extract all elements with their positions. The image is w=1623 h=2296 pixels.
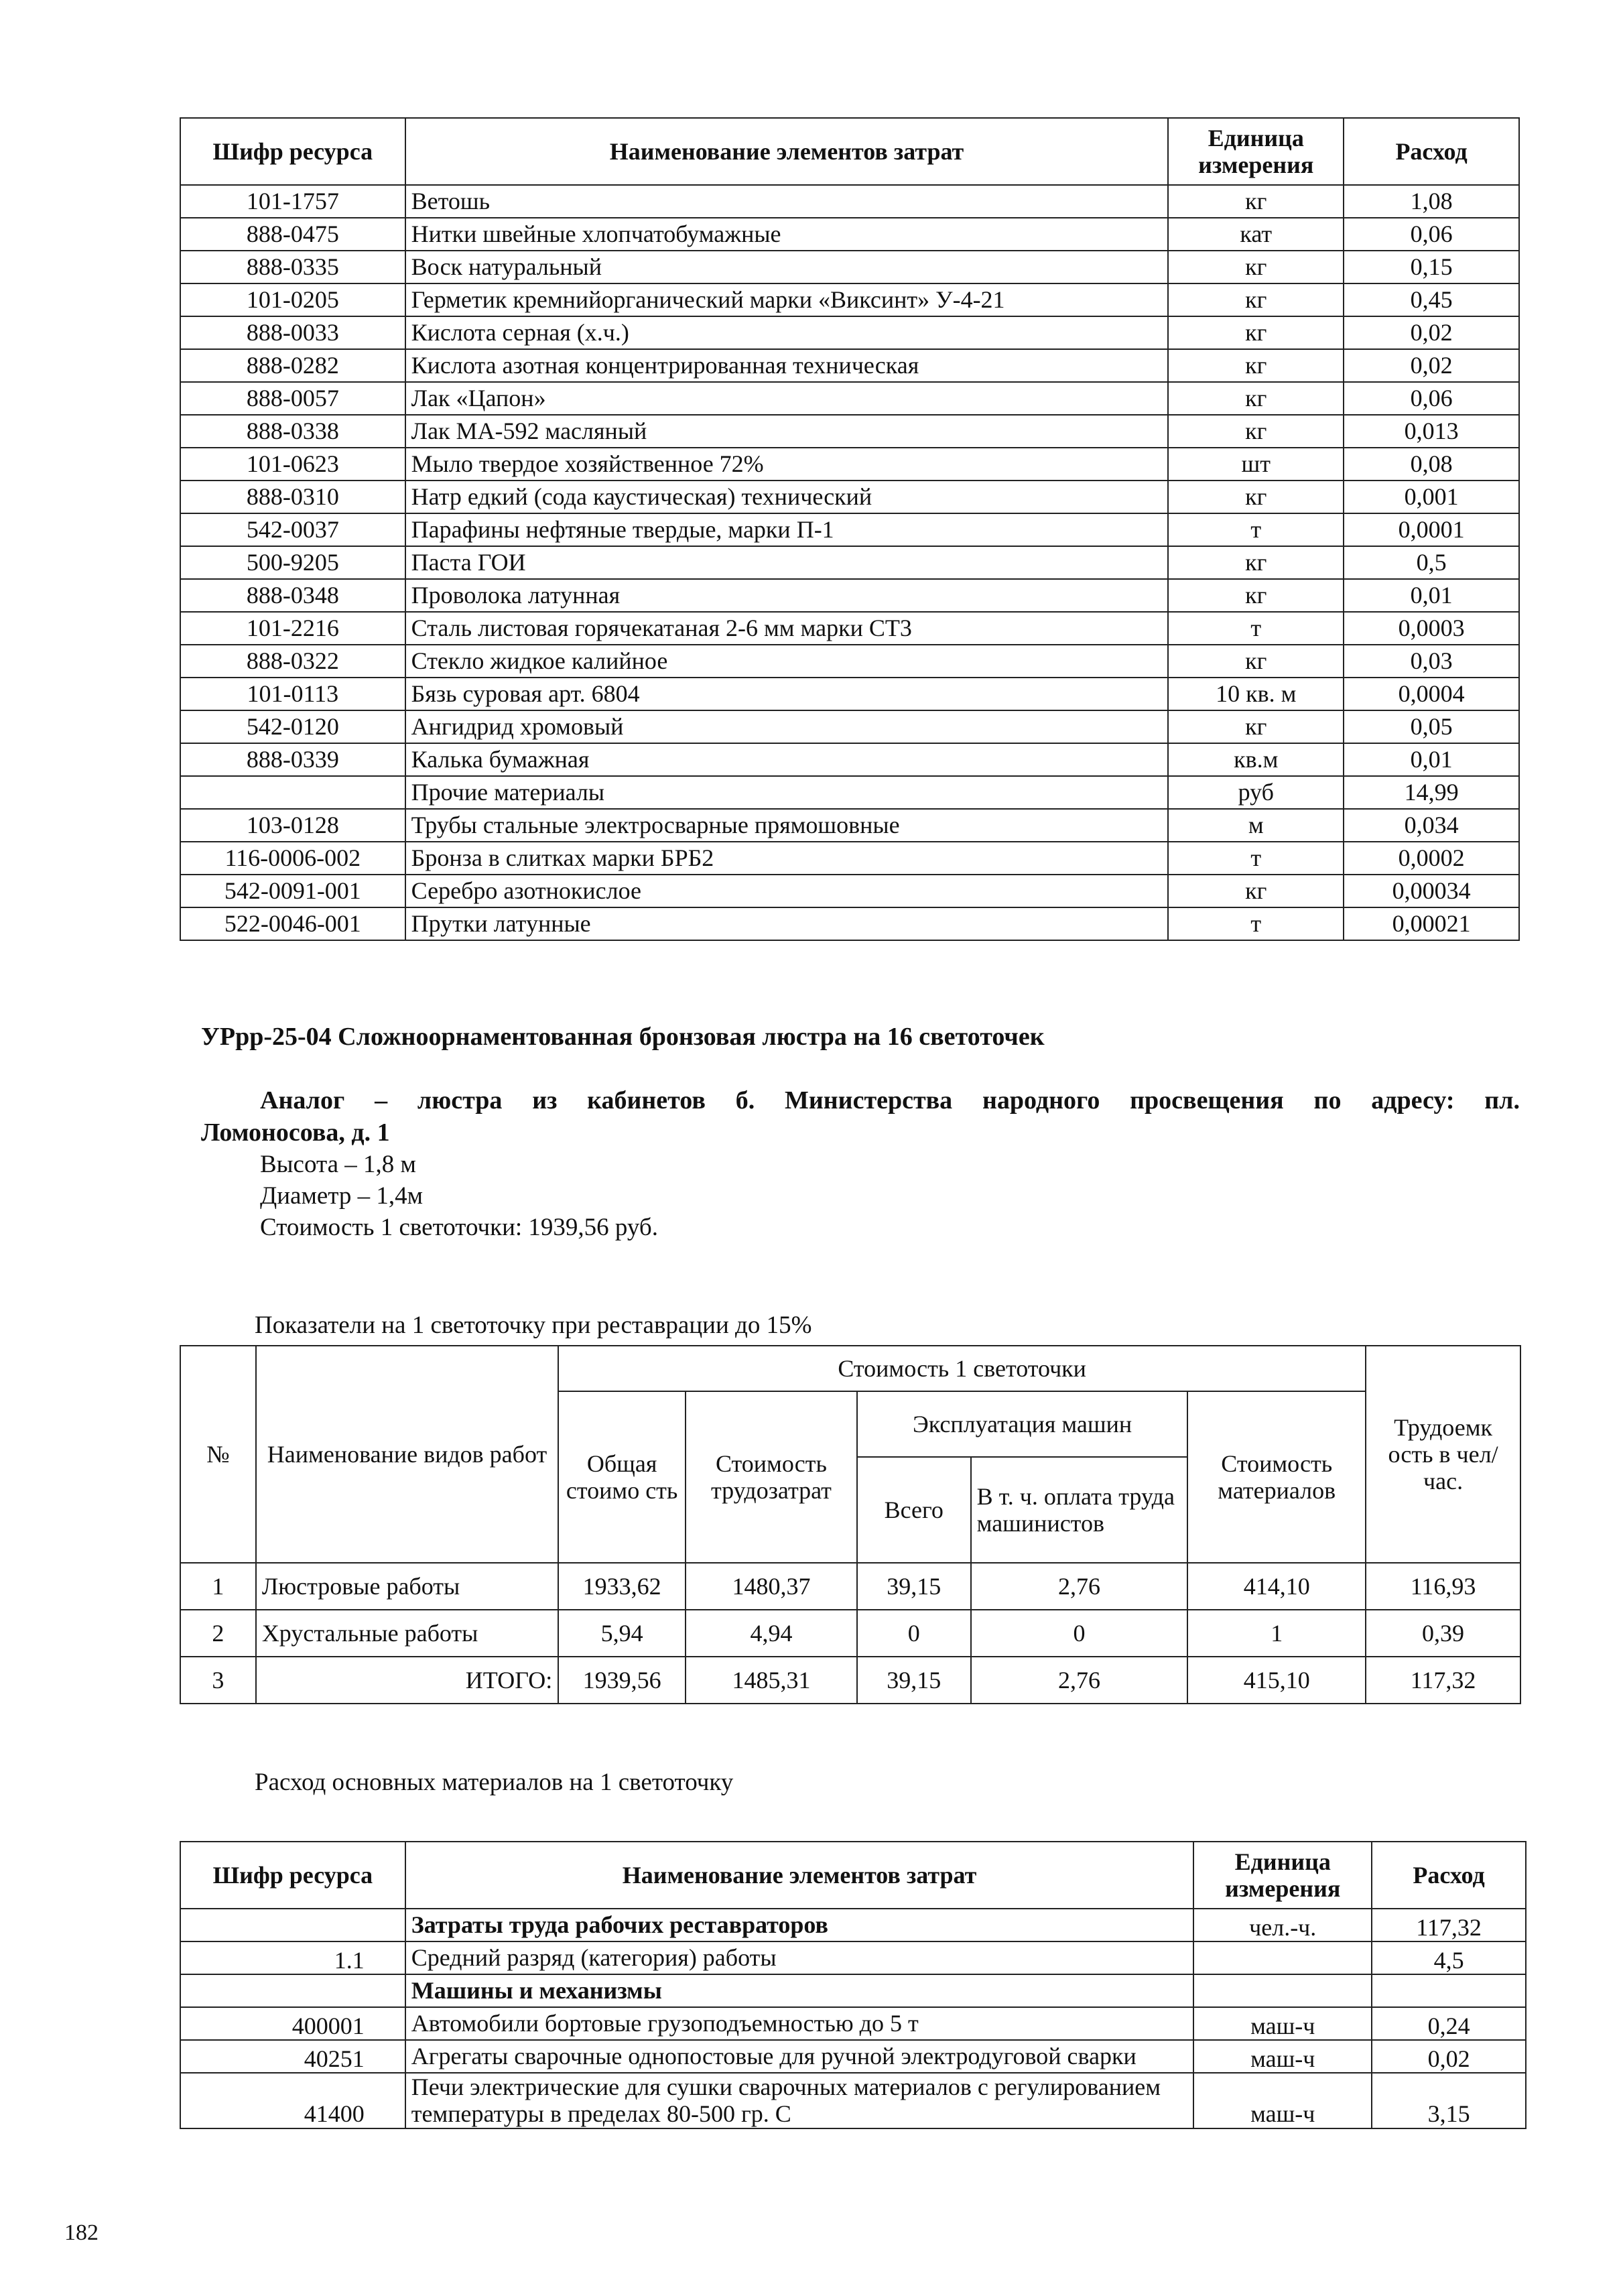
- resource-amount: 0,45: [1344, 283, 1519, 316]
- material-amount: 117,32: [1372, 1909, 1526, 1941]
- resource-name: Паста ГОИ: [405, 546, 1169, 579]
- resource-amount: 0,01: [1344, 743, 1519, 776]
- material-name: Машины и механизмы: [405, 1974, 1194, 2007]
- resource-code: 888-0310: [180, 481, 405, 513]
- resource-code: 116-0006-002: [180, 842, 405, 875]
- machines-incl: 2,76: [971, 1657, 1188, 1704]
- material-amount: 0,24: [1372, 2007, 1526, 2040]
- table-row: [180, 907, 1519, 940]
- material-unit: [1193, 1974, 1372, 2007]
- resource-amount: 0,02: [1344, 349, 1519, 382]
- table-row: [180, 316, 1519, 349]
- resource-name: Проволока латунная: [405, 579, 1169, 612]
- labor-hours: 117,32: [1366, 1657, 1520, 1704]
- materials-caption: Расход основных материалов на 1 светоточку: [255, 1769, 734, 1796]
- resource-name: Прутки латунные: [405, 907, 1169, 940]
- resource-unit: кг: [1168, 415, 1344, 448]
- total-cost: 5,94: [558, 1610, 686, 1657]
- resource-name: Нитки швейные хлопчатобумажные: [405, 218, 1169, 251]
- resource-name: Ветошь: [405, 185, 1169, 218]
- resource-unit: м: [1168, 809, 1344, 842]
- resource-unit: т: [1168, 612, 1344, 645]
- m-header-name: Наименование элементов затрат: [405, 1842, 1194, 1909]
- resource-amount: 0,02: [1344, 316, 1519, 349]
- table-row: [180, 349, 1519, 382]
- resources-table: [180, 117, 1520, 941]
- resource-name: Стекло жидкое калийное: [405, 645, 1169, 678]
- resource-amount: 0,5: [1344, 546, 1519, 579]
- resource-amount: 0,013: [1344, 415, 1519, 448]
- resource-code: 888-0335: [180, 251, 405, 283]
- resource-unit: 10 кв. м: [1168, 678, 1344, 710]
- material-name: Печи электрические для сушки сварочных материалов с регулированием температуры в пределах 80-500 гр. С: [405, 2073, 1194, 2128]
- resource-code: 888-0057: [180, 382, 405, 415]
- resource-unit: кг: [1168, 875, 1344, 907]
- resource-unit: кг: [1168, 546, 1344, 579]
- material-unit: [1193, 1941, 1372, 1974]
- table-row: [180, 612, 1519, 645]
- resource-amount: 0,06: [1344, 218, 1519, 251]
- table-row: [180, 2040, 1526, 2073]
- table-row: [180, 382, 1519, 415]
- resource-amount: 0,03: [1344, 645, 1519, 678]
- material-amount: [1372, 1974, 1526, 2007]
- resource-unit: кг: [1168, 710, 1344, 743]
- resource-code: 888-0033: [180, 316, 405, 349]
- resource-name: Серебро азотнокислое: [405, 875, 1169, 907]
- material-code: 1.1: [180, 1941, 405, 1974]
- machines-all: 0: [857, 1610, 971, 1657]
- resource-code: [180, 776, 405, 809]
- materials-cost: 414,10: [1187, 1563, 1366, 1610]
- table-row: [180, 185, 1519, 218]
- resource-code: 888-0339: [180, 743, 405, 776]
- resource-name: Парафины нефтяные твердые, марки П-1: [405, 513, 1169, 546]
- resource-amount: 0,08: [1344, 448, 1519, 481]
- material-unit: маш-ч: [1193, 2073, 1372, 2128]
- machines-all: 39,15: [857, 1563, 971, 1610]
- resource-amount: 0,0002: [1344, 842, 1519, 875]
- resource-unit: руб: [1168, 776, 1344, 809]
- table-row: [180, 710, 1519, 743]
- material-unit: маш-ч: [1193, 2040, 1372, 2073]
- resource-unit: кат: [1168, 218, 1344, 251]
- labor-hours: 0,39: [1366, 1610, 1520, 1657]
- table-row: [180, 678, 1519, 710]
- work-name: ИТОГО:: [256, 1657, 558, 1704]
- table-row: [180, 579, 1519, 612]
- header-unit: Единица измерения: [1168, 118, 1344, 185]
- resource-unit: т: [1168, 842, 1344, 875]
- resource-code: 101-2216: [180, 612, 405, 645]
- resource-name: Калька бумажная: [405, 743, 1169, 776]
- resource-amount: 0,00021: [1344, 907, 1519, 940]
- machines-all: 39,15: [857, 1657, 971, 1704]
- labor-cost: 1480,37: [686, 1563, 857, 1610]
- resource-unit: кг: [1168, 645, 1344, 678]
- materials-table: [180, 1841, 1527, 2129]
- machines-incl: 0: [971, 1610, 1188, 1657]
- resource-amount: 0,034: [1344, 809, 1519, 842]
- resource-unit: кг: [1168, 349, 1344, 382]
- total-cost: 1933,62: [558, 1563, 686, 1610]
- resource-code: 888-0322: [180, 645, 405, 678]
- resource-code: 888-0282: [180, 349, 405, 382]
- material-name: Затраты труда рабочих реставраторов: [405, 1909, 1194, 1941]
- resource-code: 888-0475: [180, 218, 405, 251]
- labor-cost: 4,94: [686, 1610, 857, 1657]
- resource-name: Воск натуральный: [405, 251, 1169, 283]
- resource-name: Герметик кремнийорганический марки «Виксинт» У-4-21: [405, 283, 1169, 316]
- resources-header-row: [180, 118, 1519, 185]
- resource-unit: кв.м: [1168, 743, 1344, 776]
- resource-name: Трубы стальные электросварные прямошовные: [405, 809, 1169, 842]
- table-row: [180, 875, 1519, 907]
- indicators-table: [180, 1345, 1521, 1704]
- row-num: 3: [180, 1657, 256, 1704]
- analog-line-2: Ломоносова, д. 1: [201, 1119, 390, 1147]
- resource-unit: кг: [1168, 382, 1344, 415]
- resource-unit: кг: [1168, 185, 1344, 218]
- resource-amount: 0,01: [1344, 579, 1519, 612]
- resource-name: Натр едкий (сода каустическая) технический: [405, 481, 1169, 513]
- resource-unit: кг: [1168, 283, 1344, 316]
- table-row: [180, 415, 1519, 448]
- material-code: [180, 1909, 405, 1941]
- h-all: Всего: [857, 1457, 971, 1563]
- table-row: [180, 251, 1519, 283]
- h-incl: В т. ч. оплата труда машинистов: [971, 1457, 1188, 1563]
- h-name: Наименование видов работ: [256, 1346, 558, 1563]
- resource-unit: кг: [1168, 316, 1344, 349]
- height-text: Высота – 1,8 м: [260, 1151, 416, 1178]
- material-amount: 3,15: [1372, 2073, 1526, 2128]
- m-header-unit: Единица измерения: [1193, 1842, 1372, 1909]
- material-code: [180, 1974, 405, 2007]
- resource-amount: 0,05: [1344, 710, 1519, 743]
- table-row: [180, 645, 1519, 678]
- h-labor-hours: Трудоемк ость в чел/час.: [1366, 1346, 1520, 1563]
- resource-code: 101-0623: [180, 448, 405, 481]
- materials-cost: 1: [1187, 1610, 1366, 1657]
- table-row: [180, 776, 1519, 809]
- resource-name: Лак МА-592 масляный: [405, 415, 1169, 448]
- table-row: [180, 1974, 1526, 2007]
- resource-amount: 0,0004: [1344, 678, 1519, 710]
- resource-unit: т: [1168, 907, 1344, 940]
- section-title: УРрр-25-04 Сложноорнаментованная бронзовая люстра на 16 светоточек: [201, 1023, 1045, 1051]
- table-row: [180, 2073, 1526, 2128]
- header-name: Наименование элементов затрат: [405, 118, 1169, 185]
- material-unit: чел.-ч.: [1193, 1909, 1372, 1941]
- resource-code: 522-0046-001: [180, 907, 405, 940]
- table-row: [180, 1909, 1526, 1941]
- resource-code: 888-0338: [180, 415, 405, 448]
- resource-amount: 0,0003: [1344, 612, 1519, 645]
- resource-code: 542-0091-001: [180, 875, 405, 907]
- resource-unit: т: [1168, 513, 1344, 546]
- resource-name: Бязь суровая арт. 6804: [405, 678, 1169, 710]
- materials-header-row: [180, 1842, 1526, 1909]
- m-header-code: Шифр ресурса: [180, 1842, 405, 1909]
- labor-hours: 116,93: [1366, 1563, 1520, 1610]
- table-row: [180, 1657, 1520, 1704]
- resource-code: 542-0037: [180, 513, 405, 546]
- resource-name: Бронза в слитках марки БРБ2: [405, 842, 1169, 875]
- header-code: Шифр ресурса: [180, 118, 405, 185]
- analog-line-1: Аналог – люстра из кабинетов б. Министерства народного просвещения по адресу: пл.: [260, 1086, 1520, 1114]
- resource-code: 103-0128: [180, 809, 405, 842]
- material-name: Автомобили бортовые грузоподъемностью до 5 т: [405, 2007, 1194, 2040]
- material-amount: 0,02: [1372, 2040, 1526, 2073]
- h-machines: Эксплуатация машин: [857, 1391, 1187, 1457]
- resource-amount: 14,99: [1344, 776, 1519, 809]
- resource-unit: кг: [1168, 251, 1344, 283]
- table-row: [180, 743, 1519, 776]
- h-cost-group: Стоимость 1 светоточки: [558, 1346, 1366, 1391]
- row-num: 2: [180, 1610, 256, 1657]
- resource-unit: шт: [1168, 448, 1344, 481]
- resource-name: Ангидрид хромовый: [405, 710, 1169, 743]
- table-row: [180, 218, 1519, 251]
- resource-code: 101-0205: [180, 283, 405, 316]
- table-row: [180, 809, 1519, 842]
- resource-unit: кг: [1168, 481, 1344, 513]
- resource-amount: 0,06: [1344, 382, 1519, 415]
- material-code: 41400: [180, 2073, 405, 2128]
- machines-incl: 2,76: [971, 1563, 1188, 1610]
- material-name: Средний разряд (категория) работы: [405, 1941, 1194, 1974]
- resource-name: Сталь листовая горячекатаная 2-6 мм марки СТ3: [405, 612, 1169, 645]
- resource-amount: 0,001: [1344, 481, 1519, 513]
- material-code: 400001: [180, 2007, 405, 2040]
- resource-code: 500-9205: [180, 546, 405, 579]
- table-row: [180, 1563, 1520, 1610]
- material-name: Агрегаты сварочные однопостовые для ручной электродуговой сварки: [405, 2040, 1194, 2073]
- indicators-caption: Показатели на 1 светоточку при реставрации до 15%: [255, 1312, 812, 1339]
- resource-code: 542-0120: [180, 710, 405, 743]
- resource-name: Кислота азотная концентрированная техническая: [405, 349, 1169, 382]
- material-unit: маш-ч: [1193, 2007, 1372, 2040]
- h-labor: Стоимость трудозатрат: [686, 1391, 857, 1563]
- header-amount: Расход: [1344, 118, 1519, 185]
- total-cost: 1939,56: [558, 1657, 686, 1704]
- row-num: 1: [180, 1563, 256, 1610]
- table-row: [180, 448, 1519, 481]
- resource-name: Мыло твердое хозяйственное 72%: [405, 448, 1169, 481]
- table-row: [180, 842, 1519, 875]
- resource-name: Лак «Цапон»: [405, 382, 1169, 415]
- labor-cost: 1485,31: [686, 1657, 857, 1704]
- resource-unit: кг: [1168, 579, 1344, 612]
- work-name: Хрустальные работы: [256, 1610, 558, 1657]
- resource-code: 101-0113: [180, 678, 405, 710]
- table-row: [180, 1610, 1520, 1657]
- page-number: 182: [64, 2220, 99, 2245]
- resource-code: 101-1757: [180, 185, 405, 218]
- diameter-text: Диаметр – 1,4м: [260, 1182, 424, 1210]
- resource-name: Кислота серная (х.ч.): [405, 316, 1169, 349]
- table-row: [180, 481, 1519, 513]
- material-code: 40251: [180, 2040, 405, 2073]
- h-num: №: [180, 1346, 256, 1563]
- resource-amount: 0,15: [1344, 251, 1519, 283]
- h-total: Общая стоимо сть: [558, 1391, 686, 1563]
- resource-amount: 1,08: [1344, 185, 1519, 218]
- h-materials: Стоимость материалов: [1187, 1391, 1366, 1563]
- materials-cost: 415,10: [1187, 1657, 1366, 1704]
- table-row: [180, 513, 1519, 546]
- table-row: [180, 1941, 1526, 1974]
- cost-text: Стоимость 1 светоточки: 1939,56 руб.: [260, 1214, 659, 1241]
- material-amount: 4,5: [1372, 1941, 1526, 1974]
- m-header-amount: Расход: [1372, 1842, 1526, 1909]
- table-row: [180, 546, 1519, 579]
- resource-name: Прочие материалы: [405, 776, 1169, 809]
- table-row: [180, 283, 1519, 316]
- resource-code: 888-0348: [180, 579, 405, 612]
- table-row: [180, 2007, 1526, 2040]
- resource-amount: 0,00034: [1344, 875, 1519, 907]
- resource-amount: 0,0001: [1344, 513, 1519, 546]
- indicators-header-row-1: [180, 1346, 1520, 1391]
- work-name: Люстровые работы: [256, 1563, 558, 1610]
